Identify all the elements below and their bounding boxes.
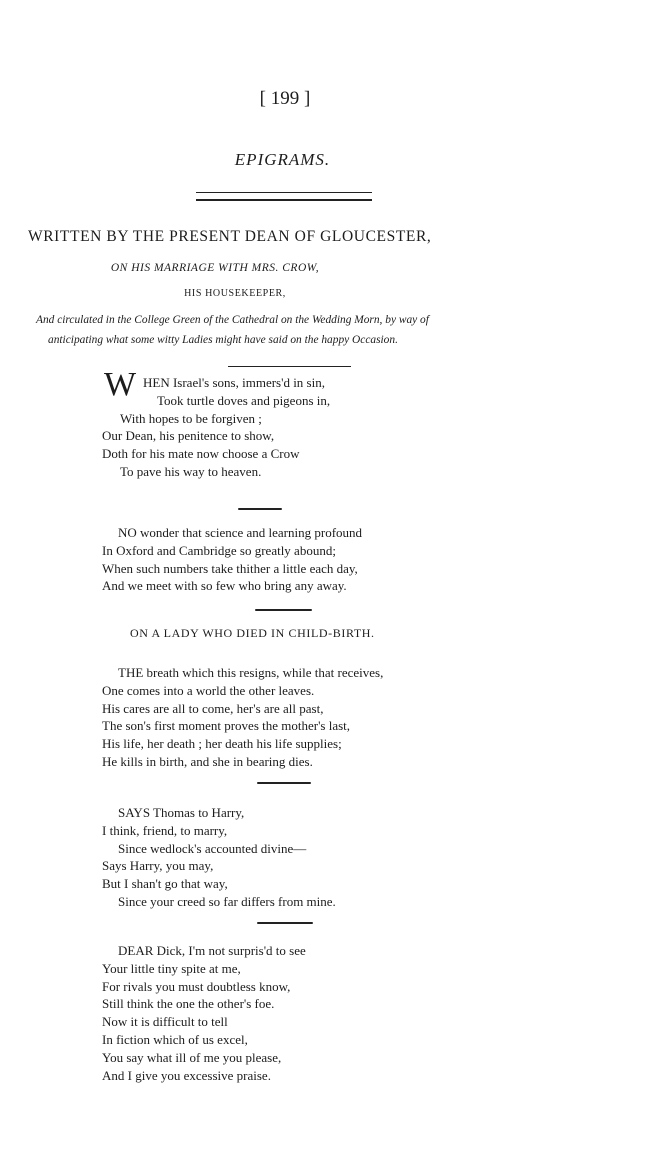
poem-line: Our Dean, his penitence to show, [102,428,275,444]
poem-line: You say what ill of me you please, [102,1049,282,1065]
poem-line: DEAR Dick, I'm not surpris'd to see [118,943,306,958]
heading-note-line-1: And circulated in the College Green of the Cathedral on the Wedding Morn, by way of [36,314,429,326]
poem-line: Since wedlock's accounted divine— [118,840,307,856]
poem-line: Now it is difficult to tell [102,1014,228,1030]
poem-line: Took turtle doves and pigeons in, [157,392,331,408]
poem-line: And I give you excessive praise. [102,1067,271,1083]
epigram-3 [102,664,383,771]
section-rule [228,366,351,367]
epigram-heading: WRITTEN BY THE PRESENT DEAN OF GLOUCESTER, [28,228,432,245]
heading-note [36,310,429,350]
poem-line: To pave his way to heaven. [120,463,262,479]
section-rule [238,508,282,510]
epigram-4 [102,804,336,911]
page-title: EPIGRAMS. [234,150,331,169]
poem-line: With hopes to be forgiven ; [120,410,262,426]
poem-line: The son's first moment proves the mother's last, [102,718,351,734]
poem-line: In fiction which of us excel, [102,1031,248,1047]
epigram-subheading: ON HIS MARRIAGE WITH MRS. CROW, [110,262,320,274]
poem-line: NO wonder that science and learning profound [118,525,363,540]
title-double-rule [196,192,372,201]
epigram-subheading-housekeeper: HIS HOUSEKEEPER, [184,288,286,299]
poem-line: He kills in birth, and she in bearing dies. [102,753,313,769]
poem-line: In Oxford and Cambridge so greatly abound; [102,542,336,558]
poem-line: His cares are all to come, her's are all past, [102,700,324,716]
poem-line: His life, her death ; her death his life supplies; [102,736,342,752]
poem-line: For rivals you must doubtless know, [102,978,291,994]
poem-line: One comes into a world the other leaves. [102,682,315,698]
section-rule [257,922,313,924]
epigram-2 [102,524,362,595]
poem-line: THE breath which this resigns, while that receives, [118,665,384,680]
epigram-5 [102,942,306,1084]
poem-title: ON A LADY WHO DIED IN CHILD-BIRTH. [130,626,375,640]
drop-cap: W [104,366,137,403]
section-rule [255,609,312,611]
poem-line: But I shan't go that way, [102,876,228,892]
poem-line: Still think the one the other's foe. [102,996,275,1012]
poem-line: SAYS Thomas to Harry, [118,805,245,820]
poem-line: Says Harry, you may, [102,858,214,874]
section-rule [257,782,311,784]
page-number: [ 199 ] [259,88,311,109]
heading-note-line-2: anticipating what some witty Ladies might have said on the happy Occasion. [48,334,398,346]
poem-line: Doth for his mate now choose a Crow [102,446,300,462]
poem-line: Your little tiny spite at me, [102,960,241,976]
poem-line: Since your creed so far differs from mine. [118,893,336,909]
poem-line: I think, friend, to marry, [102,822,228,838]
epigram-1 [102,374,330,481]
poem-line: When such numbers take thither a little each day, [102,560,358,576]
poem-line: HEN Israel's sons, immers'd in sin, [143,375,325,390]
poem-line: And we meet with so few who bring any away. [102,578,347,594]
